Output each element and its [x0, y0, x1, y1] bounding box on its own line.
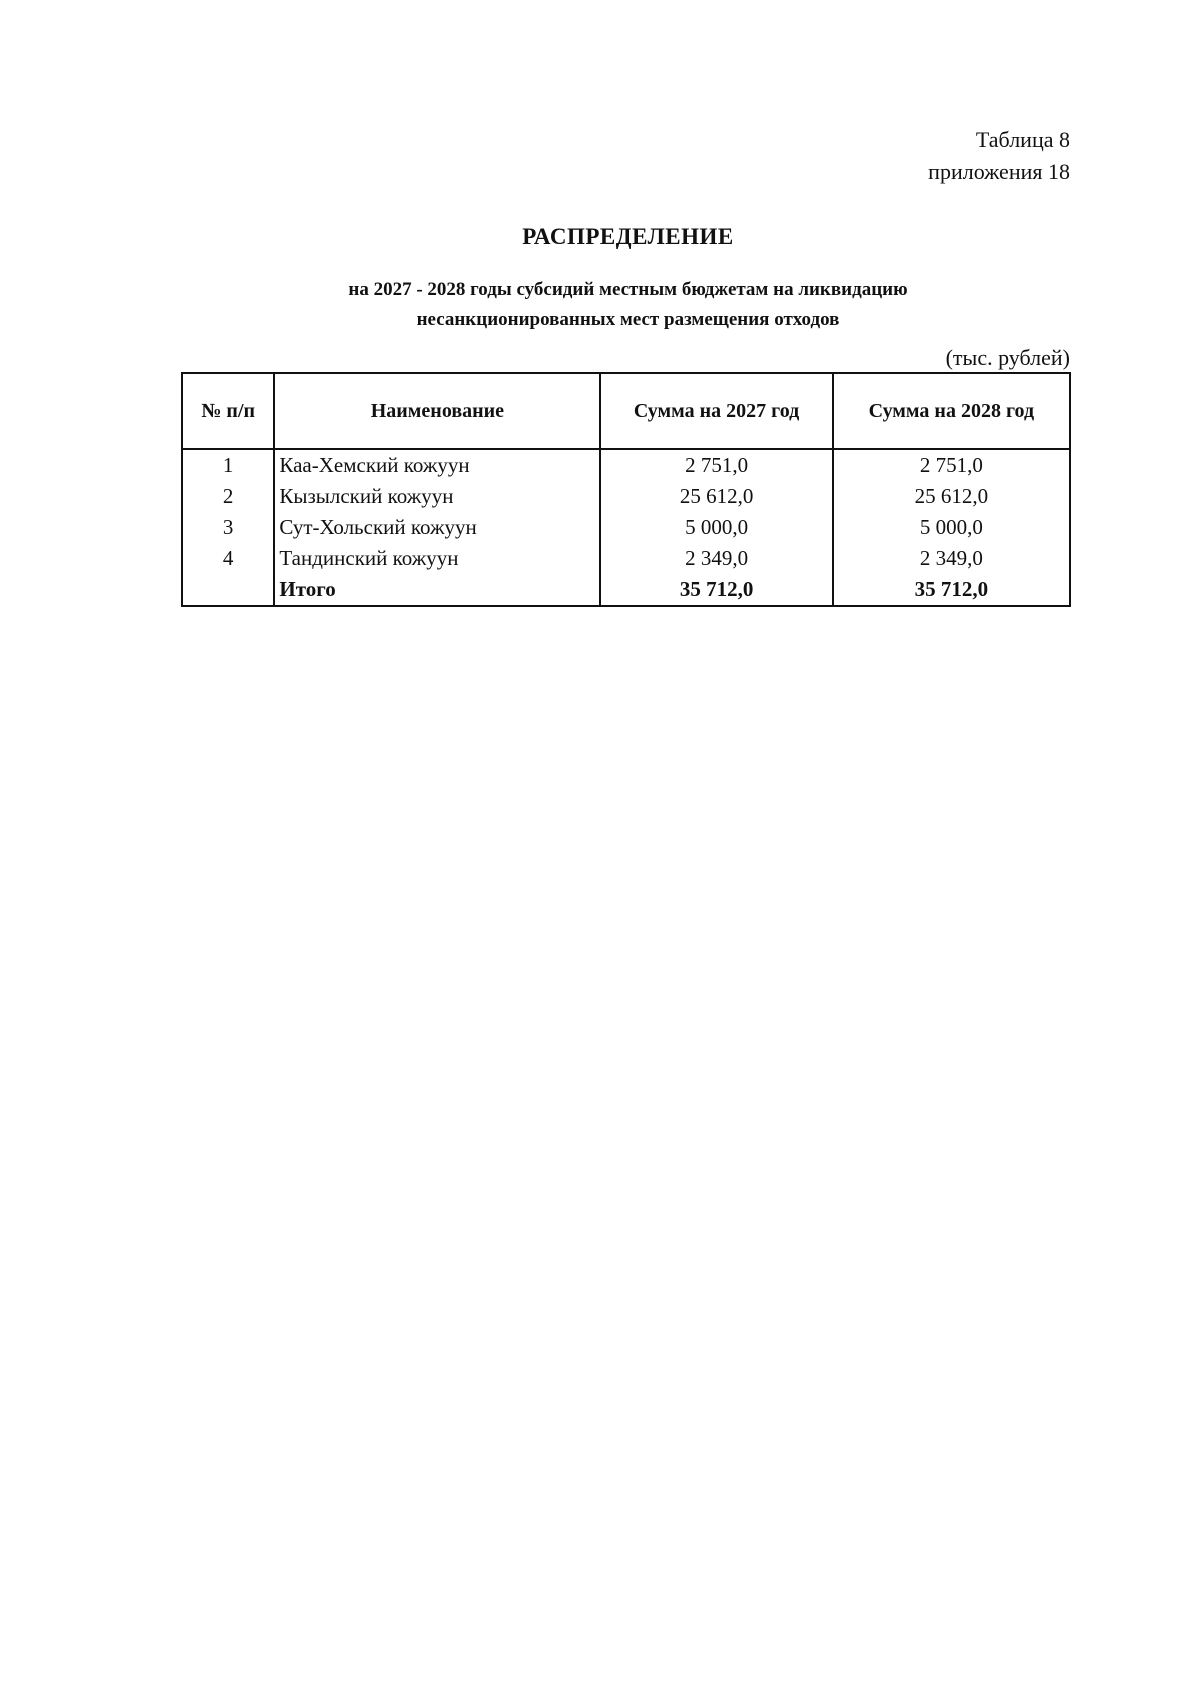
column-header-number: № п/п — [182, 373, 274, 449]
row-number: 2 — [182, 481, 274, 512]
column-header-2027: Сумма на 2027 год — [600, 373, 832, 449]
table-row — [182, 512, 1070, 543]
distribution-table — [181, 372, 1071, 607]
subtitle-line-1: на 2027 - 2028 годы субсидий местным бюджетам на ликвидацию — [348, 279, 908, 300]
document-title: РАСПРЕДЕЛЕНИЕ — [522, 224, 734, 249]
row-name: Тандинский кожуун — [274, 543, 600, 574]
row-number: 4 — [182, 543, 274, 574]
document-subtitle — [0, 275, 1200, 335]
units-label: (тыс. рублей) — [945, 345, 1070, 370]
row-amount-2028: 25 612,0 — [833, 481, 1070, 512]
row-name: Кызылский кожуун — [274, 481, 600, 512]
row-name: Сут-Хольский кожуун — [274, 512, 600, 543]
table-row — [182, 481, 1070, 512]
total-amount-2028: 35 712,0 — [833, 574, 1070, 606]
row-amount-2027: 2 349,0 — [600, 543, 832, 574]
row-amount-2027: 2 751,0 — [600, 449, 832, 481]
row-amount-2027: 25 612,0 — [600, 481, 832, 512]
row-name: Каа-Хемский кожуун — [274, 449, 600, 481]
column-header-2028: Сумма на 2028 год — [833, 373, 1070, 449]
table-row — [182, 449, 1070, 481]
table-header-row — [182, 373, 1070, 449]
row-amount-2028: 2 751,0 — [833, 449, 1070, 481]
row-number: 1 — [182, 449, 274, 481]
row-amount-2028: 2 349,0 — [833, 543, 1070, 574]
subtitle-line-2: несанкционированных мест размещения отходов — [416, 309, 840, 330]
table-total-row — [182, 574, 1070, 606]
table-reference — [928, 124, 1070, 188]
column-header-name: Наименование — [274, 373, 600, 449]
appendix-number: приложения 18 — [928, 159, 1070, 184]
total-amount-2027: 35 712,0 — [600, 574, 832, 606]
row-amount-2028: 5 000,0 — [833, 512, 1070, 543]
table-row — [182, 543, 1070, 574]
row-amount-2027: 5 000,0 — [600, 512, 832, 543]
table-number: Таблица 8 — [975, 127, 1070, 152]
total-label: Итого — [274, 574, 600, 606]
row-number: 3 — [182, 512, 274, 543]
total-number-cell — [182, 574, 274, 606]
